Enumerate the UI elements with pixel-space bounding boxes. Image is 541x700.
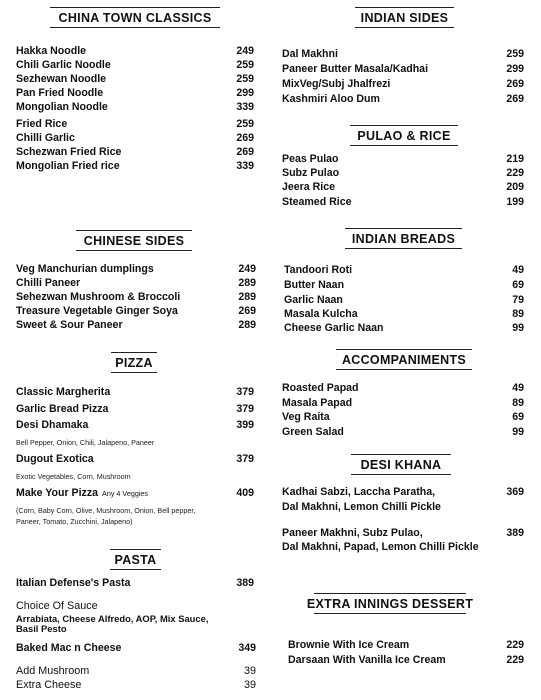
menu-item <box>16 386 254 399</box>
menu-item <box>16 263 256 276</box>
item-name: Mongolian Fried rice <box>16 160 120 172</box>
menu-item <box>16 132 254 145</box>
menu-item <box>16 45 254 58</box>
item-name: Italian Defense's Pasta <box>16 577 131 589</box>
section-header-pulao-rice: PULAO & RICE <box>350 125 458 146</box>
section-header-pasta: PASTA <box>110 549 161 570</box>
item-price: 229 <box>506 639 524 651</box>
item-name: Sezhewan Noodle <box>16 73 107 85</box>
item-price: 389 <box>506 527 524 539</box>
menu-item <box>288 654 524 667</box>
section-header-accompaniments: ACCOMPANIMENTS <box>336 349 472 370</box>
menu-item: Choice Of Sauce <box>16 600 98 612</box>
item-description: Exotic Vegetables, Corn, Mushroom <box>16 472 131 481</box>
menu-item <box>16 453 254 466</box>
menu-item <box>16 146 254 159</box>
menu-item <box>16 87 254 100</box>
item-name: Subz Pulao <box>282 167 340 179</box>
section-header-chinese-sides: CHINESE SIDES <box>76 230 192 251</box>
item-name: Dugout Exotica <box>16 453 94 465</box>
item-name: Masala Kulcha <box>284 308 358 320</box>
item-price: 379 <box>236 386 254 398</box>
item-price: 229 <box>506 654 524 666</box>
item-name: Dal Makhni <box>282 48 338 60</box>
item-price: 379 <box>236 453 254 465</box>
section-header-indian-breads: INDIAN BREADS <box>345 228 462 249</box>
item-description: (Corn, Baby Corn, Olive, Mushroom, Onion, Bell pepper, <box>16 506 196 515</box>
item-name: Peas Pulao <box>282 153 339 165</box>
item-price: 99 <box>512 426 524 438</box>
menu-item <box>16 679 256 692</box>
menu-item <box>282 167 524 180</box>
item-name: Veg Manchurian dumplings <box>16 263 154 275</box>
item-price: 389 <box>236 577 254 589</box>
combo-line: Dal Makhni, Papad, Lemon Chilli Pickle <box>282 541 479 553</box>
combo-line <box>282 527 524 540</box>
item-name: Steamed Rice <box>282 196 352 208</box>
menu-item <box>16 59 254 72</box>
menu-item <box>284 308 524 321</box>
item-name: Darsaan With Vanilla Ice Cream <box>288 654 446 666</box>
menu-item <box>16 403 254 416</box>
item-description: Paneer, Tomato, Zucchini, Jalapeno) <box>16 517 133 526</box>
item-price: 339 <box>236 160 254 172</box>
item-name: Sweet & Sour Paneer <box>16 319 123 331</box>
menu-item <box>16 73 254 86</box>
item-price: 249 <box>238 263 256 275</box>
menu-item <box>282 63 524 76</box>
item-name: Paneer Butter Masala/Kadhai <box>282 63 429 75</box>
item-name: MixVeg/Subj Jhalfrezi <box>282 78 391 90</box>
item-price: 369 <box>506 486 524 498</box>
item-price: 269 <box>236 146 254 158</box>
item-description: Basil Pesto <box>16 623 67 634</box>
section-header-dessert: EXTRA INNINGS DESSERT <box>314 593 466 614</box>
item-name: Paneer Makhni, Subz Pulao, <box>282 527 423 539</box>
menu-item <box>16 118 254 131</box>
menu-item <box>16 160 254 173</box>
combo-line: Dal Makhni, Lemon Chilli Pickle <box>282 501 441 513</box>
item-name: Classic Margherita <box>16 386 111 398</box>
menu-item <box>282 382 524 395</box>
item-price: 259 <box>236 59 254 71</box>
item-price: 69 <box>512 279 524 291</box>
item-name: Kashmiri Aloo Dum <box>282 93 380 105</box>
item-price: 269 <box>506 93 524 105</box>
item-price: 289 <box>238 319 256 331</box>
item-name: Kadhai Sabzi, Laccha Paratha, <box>282 486 436 498</box>
item-name: Chilli Paneer <box>16 277 81 289</box>
menu-item <box>16 319 256 332</box>
menu-item <box>282 153 524 166</box>
menu-item <box>284 279 524 292</box>
item-price: 39 <box>243 665 256 677</box>
item-name: Extra Cheese <box>16 679 82 691</box>
item-price: 409 <box>236 487 254 499</box>
item-price: 69 <box>512 411 524 423</box>
item-price: 259 <box>236 118 254 130</box>
item-price: 209 <box>506 181 524 193</box>
item-price: 259 <box>506 48 524 60</box>
item-name: Desi Dhamaka <box>16 419 89 431</box>
item-price: 49 <box>512 382 524 394</box>
item-name: Make Your Pizza <box>16 487 99 499</box>
menu-item <box>284 322 524 335</box>
item-price: 49 <box>512 264 524 276</box>
item-price: 249 <box>236 45 254 57</box>
item-name: Treasure Vegetable Ginger Soya <box>16 305 178 317</box>
item-price: 299 <box>506 63 524 75</box>
menu-item <box>284 264 524 277</box>
menu-item <box>282 93 524 106</box>
item-name: Roasted Papad <box>282 382 359 394</box>
section-header-china-town: CHINA TOWN CLASSICS <box>50 7 220 28</box>
item-description: Bell Pepper, Onion, Chili, Jalapeno, Paneer <box>16 438 155 447</box>
item-price: 379 <box>236 403 254 415</box>
item-name: Garlic Bread Pizza <box>16 403 109 415</box>
item-price: 199 <box>506 196 524 208</box>
menu-item <box>288 639 524 652</box>
item-price: 339 <box>236 101 254 113</box>
item-name: Jeera Rice <box>282 181 336 193</box>
item-name: Green Salad <box>282 426 344 438</box>
menu-item <box>16 305 256 318</box>
menu-item <box>16 665 256 678</box>
item-name: Add Mushroom <box>16 665 90 677</box>
item-price: 399 <box>236 419 254 431</box>
item-name: Chili Garlic Noodle <box>16 59 111 71</box>
item-price: 39 <box>243 679 256 691</box>
item-price: 269 <box>236 132 254 144</box>
item-name: Hakka Noodle <box>16 45 87 57</box>
item-price: 89 <box>512 397 524 409</box>
menu-item <box>282 181 524 194</box>
item-name: Fried Rice <box>16 118 68 130</box>
item-name: Garlic Naan <box>284 294 343 306</box>
menu-item <box>282 196 524 209</box>
section-header-desi-khana: DESI KHANA <box>351 454 451 475</box>
item-name: Butter Naan <box>284 279 345 291</box>
menu-item <box>282 426 524 439</box>
item-price: 269 <box>506 78 524 90</box>
item-name: Sehezwan Mushroom & Broccoli <box>16 291 181 303</box>
item-price: 99 <box>512 322 524 334</box>
section-header-indian-sides: INDIAN SIDES <box>355 7 454 28</box>
item-price: 289 <box>238 291 256 303</box>
menu-item <box>16 277 256 290</box>
menu-item <box>16 642 256 655</box>
item-price: 79 <box>512 294 524 306</box>
item-price: 269 <box>238 305 256 317</box>
item-subtitle: Any 4 Veggies <box>102 489 148 498</box>
section-header-pizza: PIZZA <box>111 352 157 373</box>
item-price: 219 <box>506 153 524 165</box>
item-description: Arrabiata, Cheese Alfredo, AOP, Mix Sauce, <box>16 613 209 624</box>
menu-item <box>282 48 524 61</box>
item-price: 89 <box>512 308 524 320</box>
item-name: Pan Fried Noodle <box>16 87 104 99</box>
menu-item <box>284 294 524 307</box>
combo-line <box>282 486 524 499</box>
item-name: Baked Mac n Cheese <box>16 642 122 654</box>
item-name: Schezwan Fried Rice <box>16 146 122 158</box>
menu-item <box>282 78 524 91</box>
menu-item <box>16 577 254 590</box>
item-price: 349 <box>238 642 256 654</box>
item-price: 289 <box>238 277 256 289</box>
item-price: 229 <box>506 167 524 179</box>
item-price: 259 <box>236 73 254 85</box>
menu-item <box>282 411 524 424</box>
menu-item <box>16 101 254 114</box>
item-price: 299 <box>236 87 254 99</box>
menu-item <box>16 419 254 432</box>
item-name: Veg Raita <box>282 411 330 423</box>
item-name: Masala Papad <box>282 397 353 409</box>
item-name: Mongolian Noodle <box>16 101 108 113</box>
item-name: Tandoori Roti <box>284 264 353 276</box>
item-name: Chilli Garlic <box>16 132 75 144</box>
item-name: Cheese Garlic Naan <box>284 322 384 334</box>
menu-item <box>16 487 254 500</box>
menu-item <box>282 397 524 410</box>
item-name: Brownie With Ice Cream <box>288 639 410 651</box>
menu-item <box>16 291 256 304</box>
